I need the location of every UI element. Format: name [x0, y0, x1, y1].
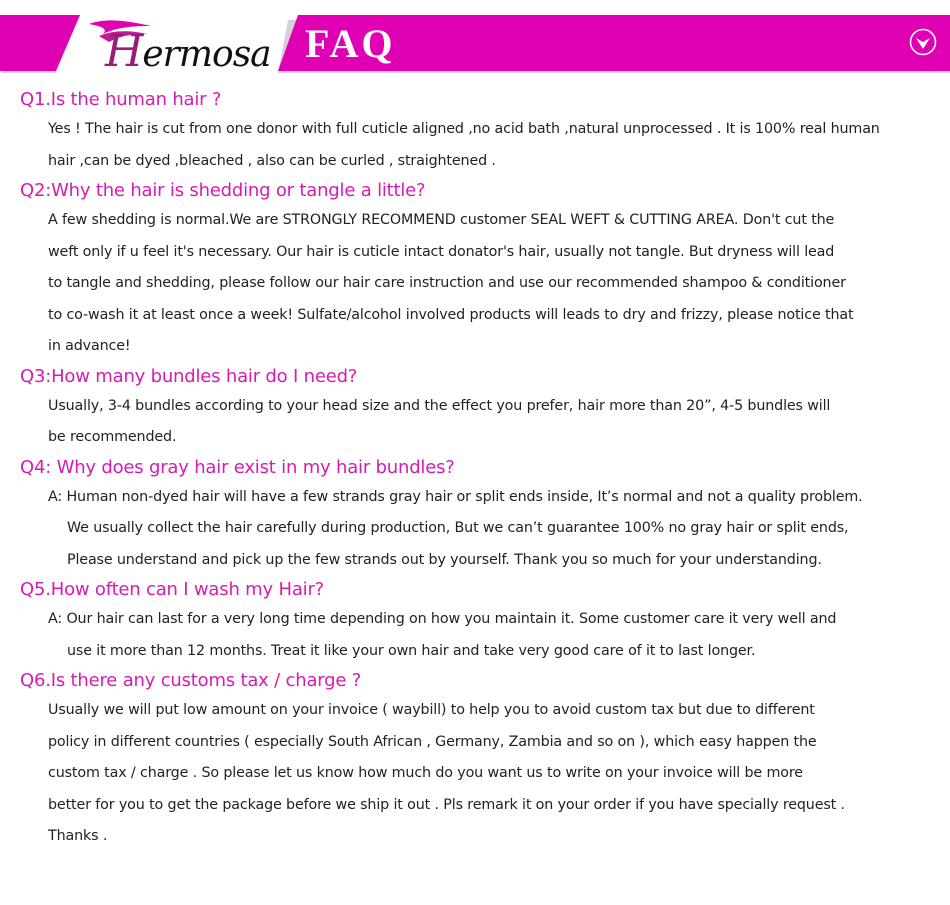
brand-initial: H: [105, 26, 143, 77]
faq-question: Q4: Why does gray hair exist in my hair bundles?: [20, 456, 455, 478]
answer-line: A few shedding is normal.We are STRONGLY RECOMMEND customer SEAL WEFT & CUTTING AREA. Don't cut the: [48, 212, 835, 228]
answer-line: be recommended.: [48, 429, 177, 445]
brand-rest: ermosa: [142, 34, 271, 75]
answer-line: hair ,can be dyed ,bleached , also can be curled , straightened .: [48, 152, 496, 169]
answer-line: Thanks .: [48, 828, 108, 844]
answer-line: A: Human non-dyed hair will have a few strands gray hair or split ends inside, It’s normal and not a quality problem.: [48, 488, 863, 505]
answer-line: Yes ! The hair is cut from one donor with full cuticle aligned ,no acid bath ,natural unprocessed . It is 100% real human: [48, 121, 880, 137]
faq-question: Q1.Is the human hair ?: [20, 89, 222, 110]
answer-line: Usually we will put low amount on your invoice ( waybill) to help you to avoid custom tax but due to different: [48, 702, 815, 718]
answer-line: use it more than 12 months. Treat it like your own hair and take very good care of it to last longer.: [67, 642, 756, 659]
answer-line: A: Our hair can last for a very long time depending on how you maintain it. Some customer care it very well and: [48, 611, 837, 627]
answer-line: Please understand and pick up the few strands out by yourself. Thank you so much for your understanding.: [67, 551, 822, 568]
faq-item-3: [0, 363, 950, 454]
faq-answer: [48, 604, 950, 667]
answer-line: Usually, 3-4 bundles according to your head size and the effect you prefer, hair more than 20”, 4-5 bundles will: [48, 397, 831, 414]
faq-list: [0, 86, 950, 853]
answer-line: We usually collect the hair carefully during production, But we can’t guarantee 100% no gray hair or split ends,: [67, 520, 849, 536]
faq-item-6: [0, 667, 950, 853]
answer-line: in advance!: [48, 338, 131, 354]
faq-question: Q2:Why the hair is shedding or tangle a little?: [20, 180, 426, 201]
answer-line: better for you to get the package before we ship it out . Pls remark it on your order if you have specially request .: [48, 796, 845, 813]
faq-answer: [48, 695, 950, 853]
faq-question: Q3:How many bundles hair do I need?: [20, 365, 358, 387]
brand-logo: [85, 18, 280, 77]
faq-question: Q5.How often can I wash my Hair?: [20, 579, 325, 600]
answer-line: custom tax / charge . So please let us know how much do you want us to write on your invoice will be more: [48, 765, 803, 781]
faq-item-4: [0, 454, 950, 577]
answer-line: weft only if u feel it's necessary. Our hair is cuticle intact donator's hair, usually not tangle. But dryness will lead: [48, 243, 835, 260]
faq-question: Q6.Is there any customs tax / charge ?: [20, 670, 362, 691]
faq-answer: [48, 482, 950, 577]
faq-answer: [48, 114, 950, 177]
faq-header-banner: [0, 0, 950, 80]
answer-line: to co-wash it at least once a week! Sulfate/alcohol involved products will leads to dry and frizzy, please notice that: [48, 306, 854, 323]
banner-stripe-left: [0, 15, 80, 71]
answer-line: to tangle and shedding, please follow our hair care instruction and use our recommended shampoo & conditioner: [48, 275, 846, 291]
faq-answer: [48, 205, 950, 363]
page-title: FAQ: [305, 21, 396, 66]
answer-line: policy in different countries ( especially South African , Germany, Zambia and so on ), which easy happen the: [48, 733, 817, 750]
faq-item-1: [0, 86, 950, 177]
chevron-down-circle-icon[interactable]: [909, 28, 937, 56]
brand-name: [105, 26, 271, 77]
faq-item-5: [0, 576, 950, 667]
faq-answer: [48, 391, 950, 454]
faq-item-2: [0, 177, 950, 363]
